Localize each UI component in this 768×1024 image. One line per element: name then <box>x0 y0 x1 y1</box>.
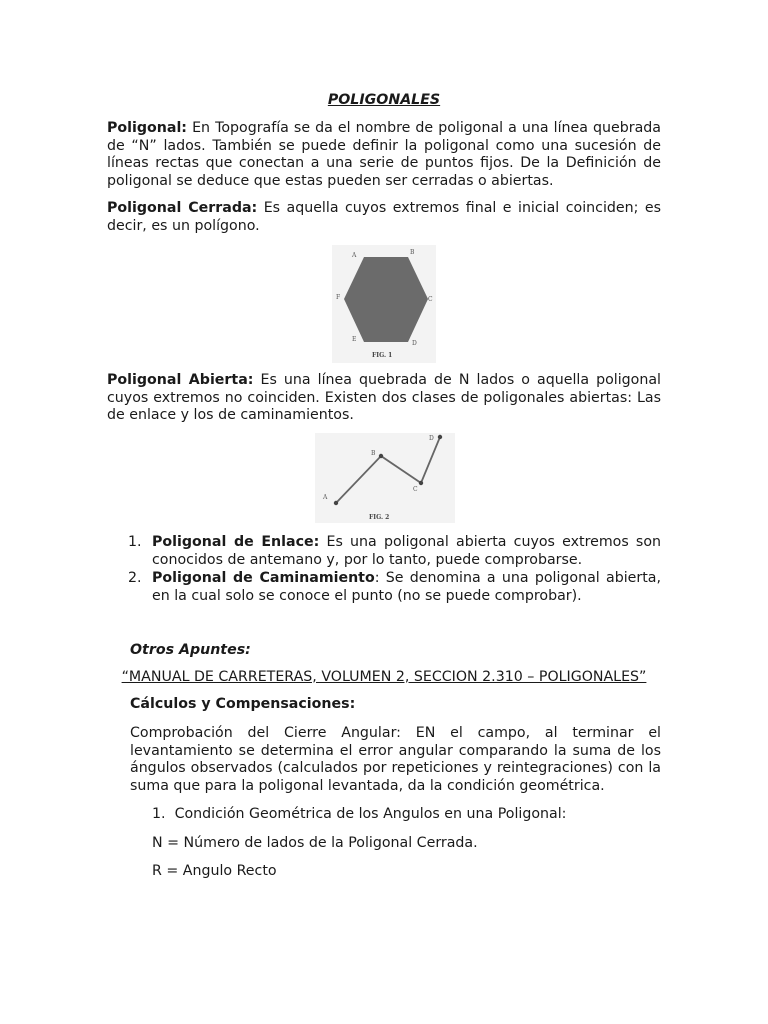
list-item-number: 2. <box>128 570 142 586</box>
point-label-d: D <box>429 435 434 442</box>
term-caminamiento: Poligonal de Caminamiento <box>152 570 375 586</box>
term-poligonal-cerrada: Poligonal Cerrada: <box>107 200 258 216</box>
definition-caminamiento: : Se denomina a una poligonal abierta, en la cual solo se conoce el punto (no se puede comprobar). <box>152 570 661 604</box>
condition-number: 1. <box>152 806 166 822</box>
section-heading-calculos: Cálculos y Compensaciones: <box>130 696 356 712</box>
document-title: POLIGONALES <box>327 92 441 108</box>
condition-text: Condición Geométrica de los Angulos en una Poligonal: <box>174 806 567 822</box>
vertex-label-e: E <box>352 336 357 343</box>
vertex-label-b: B <box>410 249 415 256</box>
definition-enlace: Es una poligonal abierta cuyos extremos son conocidos de antemano y, por lo tanto, puede comprobarse. <box>152 534 661 568</box>
list-item-text <box>152 570 661 605</box>
definition-poligonal-abierta: Es una línea quebrada de N lados o aquella poligonal cuyos extremos no coinciden. Existen dos clases de poligonales abiertas: Las de enlace y los de caminamientos. <box>107 372 661 423</box>
vertex-label-a: A <box>352 252 357 259</box>
reference-manual-title: “MANUAL DE CARRETERAS, VOLUMEN 2, SECCION 2.310 – POLIGONALES” <box>121 669 647 685</box>
point-label-b: B <box>371 450 376 457</box>
figure-2-open-traverse <box>315 433 455 523</box>
condition-item <box>152 806 566 824</box>
point-b <box>379 454 383 458</box>
closed-polygon-shape <box>344 257 428 342</box>
point-label-c: C <box>413 486 418 493</box>
list-item <box>128 534 661 569</box>
term-enlace: Poligonal de Enlace: <box>152 534 320 550</box>
section-heading-otros-apuntes: Otros Apuntes: <box>130 642 251 658</box>
point-a <box>334 501 338 505</box>
list-item-number: 1. <box>128 534 142 550</box>
paragraph-poligonal <box>107 120 661 190</box>
figure-2-caption: FIG. 2 <box>369 514 390 521</box>
paragraph-poligonal-cerrada <box>107 200 661 235</box>
paragraph-comprobacion: Comprobación del Cierre Angular: EN el campo, al terminar el levantamiento se determina el error angular comparando la suma de los ángulos observados (calculados por repeticiones y reintegraciones) con la suma que para la poligonal levantada, da la condición geométrica. <box>130 725 661 794</box>
definition-n: N = Número de lados de la Poligonal Cerrada. <box>152 835 478 851</box>
open-polyline <box>336 437 440 503</box>
term-poligonal-abierta: Poligonal Abierta: <box>107 372 254 388</box>
hexagon-figure <box>332 245 436 363</box>
point-d <box>438 435 442 439</box>
open-traverse-figure <box>315 433 455 523</box>
list-item-text <box>152 534 661 569</box>
figure-1-hexagon <box>332 245 436 363</box>
definition-r: R = Angulo Recto <box>152 863 277 879</box>
figure-1-caption: FIG. 1 <box>372 352 393 359</box>
term-poligonal: Poligonal: <box>107 120 187 136</box>
types-list <box>128 534 661 606</box>
definition-poligonal-cerrada: Es aquella cuyos extremos final e inicial coinciden; es decir, es un polígono. <box>107 200 661 234</box>
list-item <box>128 570 661 605</box>
vertex-label-f: F <box>336 294 341 301</box>
vertex-label-d: D <box>412 340 417 347</box>
paragraph-poligonal-abierta <box>107 372 661 425</box>
definition-poligonal: En Topografía se da el nombre de poligonal a una línea quebrada de “N” lados. También se puede definir la poligonal como una sucesión de líneas rectas que conectan a una serie de puntos fijos. De la Definición de poligonal se deduce que estas pueden ser cerradas o abiertas. <box>107 120 661 189</box>
point-label-a: A <box>323 494 328 501</box>
vertex-label-c: C <box>428 296 433 303</box>
point-c <box>419 481 423 485</box>
